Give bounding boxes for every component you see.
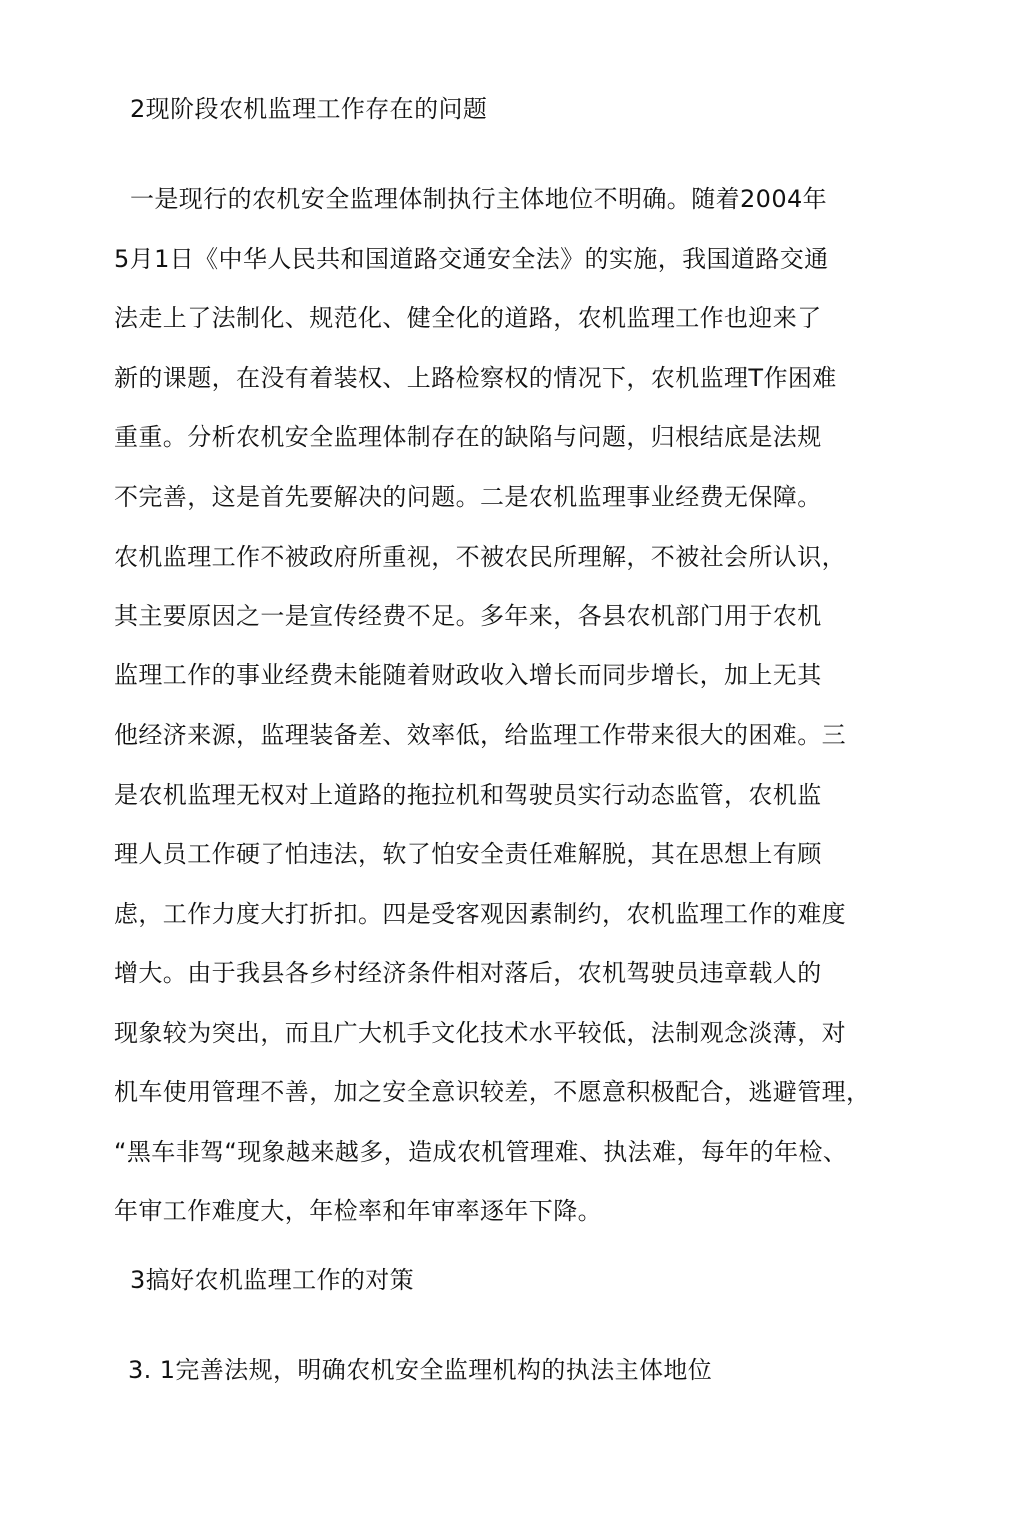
subsection-3-1-heading: 3. 1完善法规，明确农机安全监理机构的执法主体地位 [128, 1356, 713, 1384]
paragraph-line: 虑，工作力度大打折扣。四是受客观因素制约，农机监理工作的难度 [114, 900, 846, 928]
paragraph-line: 年审工作难度大，年检率和年审率逐年下降。 [114, 1197, 602, 1225]
paragraph-line: 监理工作的事业经费未能随着财政收入增长而同步增长，加上无其 [114, 661, 822, 689]
paragraph-line: 法走上了法制化、规范化、健全化的道路，农机监理工作也迎来了 [114, 304, 822, 332]
paragraph-line: “黑车非驾“现象越来越多，造成农机管理难、执法难，每年的年检、 [114, 1138, 848, 1166]
section-2-heading: 2现阶段农机监理工作存在的问题 [130, 95, 488, 123]
paragraph-line: 新的课题，在没有着装权、上路检察权的情况下，农机监理T作困难 [114, 364, 837, 392]
paragraph-line: 重重。分析农机安全监理体制存在的缺陷与问题，归根结底是法规 [114, 423, 822, 451]
paragraph-line: 农机监理工作不被政府所重视，不被农民所理解，不被社会所认识， [114, 543, 846, 571]
paragraph-line: 增大。由于我县各乡村经济条件相对落后，农机驾驶员违章载人的 [114, 959, 822, 987]
paragraph-line: 5月1日《中华人民共和国道路交通安全法》的实施，我国道路交通 [114, 245, 829, 273]
paragraph-line: 不完善，这是首先要解决的问题。二是农机监理事业经费无保障。 [114, 483, 822, 511]
section-3-heading: 3搞好农机监理工作的对策 [130, 1266, 415, 1294]
paragraph-line: 机车使用管理不善，加之安全意识较差，不愿意积极配合，逃避管理， [114, 1078, 871, 1106]
paragraph-line: 其主要原因之一是宣传经费不足。多年来，各县农机部门用于农机 [114, 602, 822, 630]
paragraph-line: 是农机监理无权对上道路的拖拉机和驾驶员实行动态监管，农机监 [114, 781, 822, 809]
paragraph-line: 他经济来源，监理装备差、效率低，给监理工作带来很大的困难。三 [114, 721, 846, 749]
paragraph-line: 一是现行的农机安全监理体制执行主体地位不明确。随着2004年 [130, 185, 828, 213]
paragraph-line: 现象较为突出，而且广大机手文化技术水平较低，法制观念淡薄，对 [114, 1019, 846, 1047]
paragraph-line: 理人员工作硬了怕违法，软了怕安全责任难解脱，其在思想上有顾 [114, 840, 822, 868]
